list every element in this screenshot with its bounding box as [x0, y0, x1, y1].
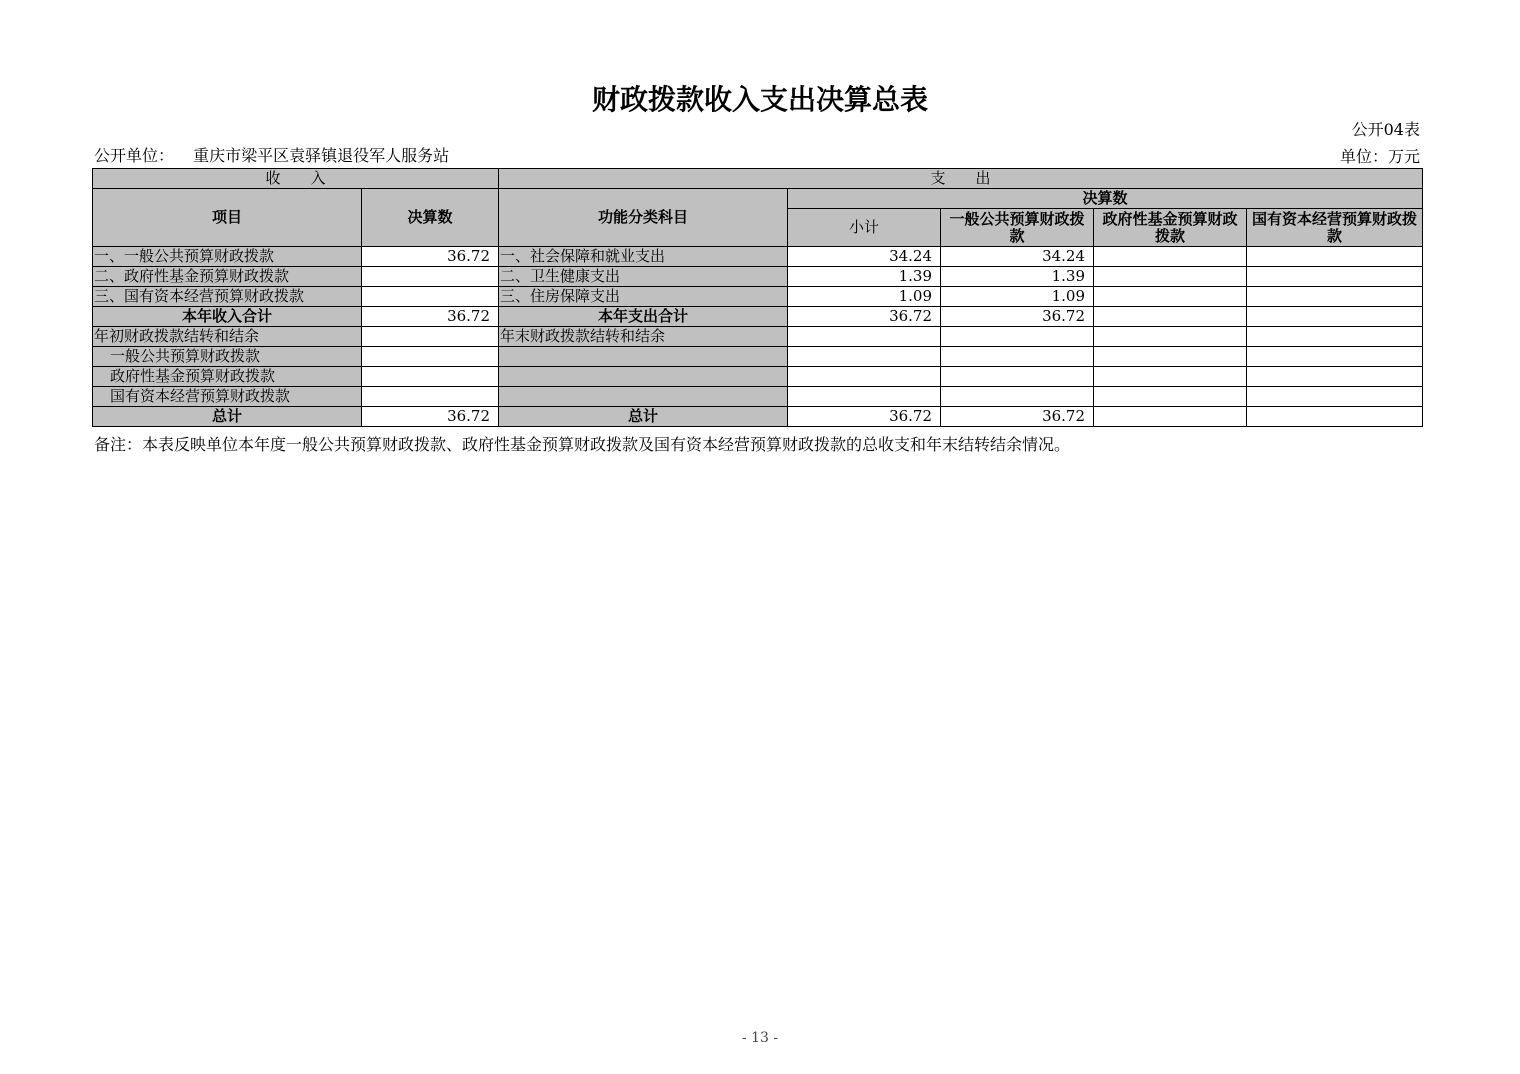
reporting-unit-label: 公开单位： [94, 146, 175, 165]
subtotal-value: 1.39 [788, 267, 941, 287]
income-value [362, 327, 499, 347]
state-capital-value [1247, 287, 1423, 307]
state-capital-value [1247, 307, 1423, 327]
gov-fund-value [1094, 287, 1247, 307]
general-header: 一般公共预算财政拨款 [941, 209, 1094, 247]
income-label: 二、政府性基金预算财政拨款 [93, 267, 362, 287]
subtotal-value [788, 347, 941, 367]
reporting-unit-name: 重庆市梁平区袁驿镇退役军人服务站 [193, 146, 450, 165]
income-value [362, 347, 499, 367]
expense-label [499, 387, 788, 407]
table-row [93, 247, 1423, 267]
income-value: 36.72 [362, 407, 499, 427]
table-row [93, 267, 1423, 287]
state-capital-value [1247, 367, 1423, 387]
state-capital-header: 国有资本经营预算财政拨款 [1247, 209, 1423, 247]
expense-label: 年末财政拨款结转和结余 [499, 327, 788, 347]
income-grand-total-label: 总计 [93, 407, 362, 427]
budget-table [92, 168, 1423, 427]
subtotal-value [788, 327, 941, 347]
page-title: 财政拨款收入支出决算总表 [591, 83, 928, 116]
income-label: 年初财政拨款结转和结余 [93, 327, 362, 347]
state-capital-value [1247, 267, 1423, 287]
gov-fund-value [1094, 407, 1247, 427]
gov-fund-value [1094, 267, 1247, 287]
form-number: 公开04表 [1351, 120, 1420, 139]
currency-unit: 单位：万元 [1339, 147, 1420, 166]
gov-fund-value [1094, 347, 1247, 367]
income-value [362, 367, 499, 387]
gov-fund-header: 政府性基金预算财政拨款 [1094, 209, 1247, 247]
general-value: 36.72 [941, 307, 1094, 327]
general-value [941, 327, 1094, 347]
gov-fund-value [1094, 247, 1247, 267]
item-header: 项目 [93, 189, 362, 247]
income-label: 政府性基金预算财政拨款 [93, 367, 362, 387]
table-row [93, 347, 1423, 367]
income-value: 36.72 [362, 307, 499, 327]
gov-fund-value [1094, 387, 1247, 407]
subtotal-value: 34.24 [788, 247, 941, 267]
expense-total-label: 本年支出合计 [499, 307, 788, 327]
subtotal-value: 1.09 [788, 287, 941, 307]
subtotal-value: 36.72 [788, 407, 941, 427]
income-label: 三、国有资本经营预算财政拨款 [93, 287, 362, 307]
general-value: 36.72 [941, 407, 1094, 427]
general-value [941, 367, 1094, 387]
expense-header: 支 出 [499, 169, 1423, 189]
gov-fund-value [1094, 367, 1247, 387]
income-value [362, 387, 499, 407]
table-row [93, 307, 1423, 327]
subtotal-value [788, 387, 941, 407]
gov-fund-value [1094, 307, 1247, 327]
state-capital-value [1247, 407, 1423, 427]
general-value: 34.24 [941, 247, 1094, 267]
state-capital-value [1247, 247, 1423, 267]
gov-fund-value [1094, 327, 1247, 347]
general-value: 1.09 [941, 287, 1094, 307]
table-row [93, 327, 1423, 347]
expense-label: 三、住房保障支出 [499, 287, 788, 307]
subtotal-value [788, 367, 941, 387]
income-label: 一般公共预算财政拨款 [93, 347, 362, 367]
table-row [93, 407, 1423, 427]
expense-label [499, 347, 788, 367]
subtotal-value: 36.72 [788, 307, 941, 327]
table-row [93, 287, 1423, 307]
table-row [93, 367, 1423, 387]
final-amount-header: 决算数 [788, 189, 1423, 209]
general-value [941, 347, 1094, 367]
state-capital-value [1247, 347, 1423, 367]
income-label: 一、一般公共预算财政拨款 [93, 247, 362, 267]
state-capital-value [1247, 387, 1423, 407]
income-value: 36.72 [362, 247, 499, 267]
budget-amount-header: 决算数 [362, 189, 499, 247]
income-value [362, 287, 499, 307]
table-note: 备注：本表反映单位本年度一般公共预算财政拨款、政府性基金预算财政拨款及国有资本经营预算财政拨款的总收支和年末结转结余情况。 [94, 435, 1071, 454]
page-number: - 13 - [741, 1030, 779, 1046]
expense-label: 二、卫生健康支出 [499, 267, 788, 287]
general-value: 1.39 [941, 267, 1094, 287]
income-total-label: 本年收入合计 [93, 307, 362, 327]
state-capital-value [1247, 327, 1423, 347]
expense-label [499, 367, 788, 387]
general-value [941, 387, 1094, 407]
func-class-header: 功能分类科目 [499, 189, 788, 247]
subtotal-header: 小计 [788, 209, 941, 247]
table-row [93, 387, 1423, 407]
expense-grand-total-label: 总计 [499, 407, 788, 427]
income-value [362, 267, 499, 287]
income-header: 收 入 [93, 169, 499, 189]
expense-label: 一、社会保障和就业支出 [499, 247, 788, 267]
income-label: 国有资本经营预算财政拨款 [93, 387, 362, 407]
reporting-unit [94, 143, 449, 166]
